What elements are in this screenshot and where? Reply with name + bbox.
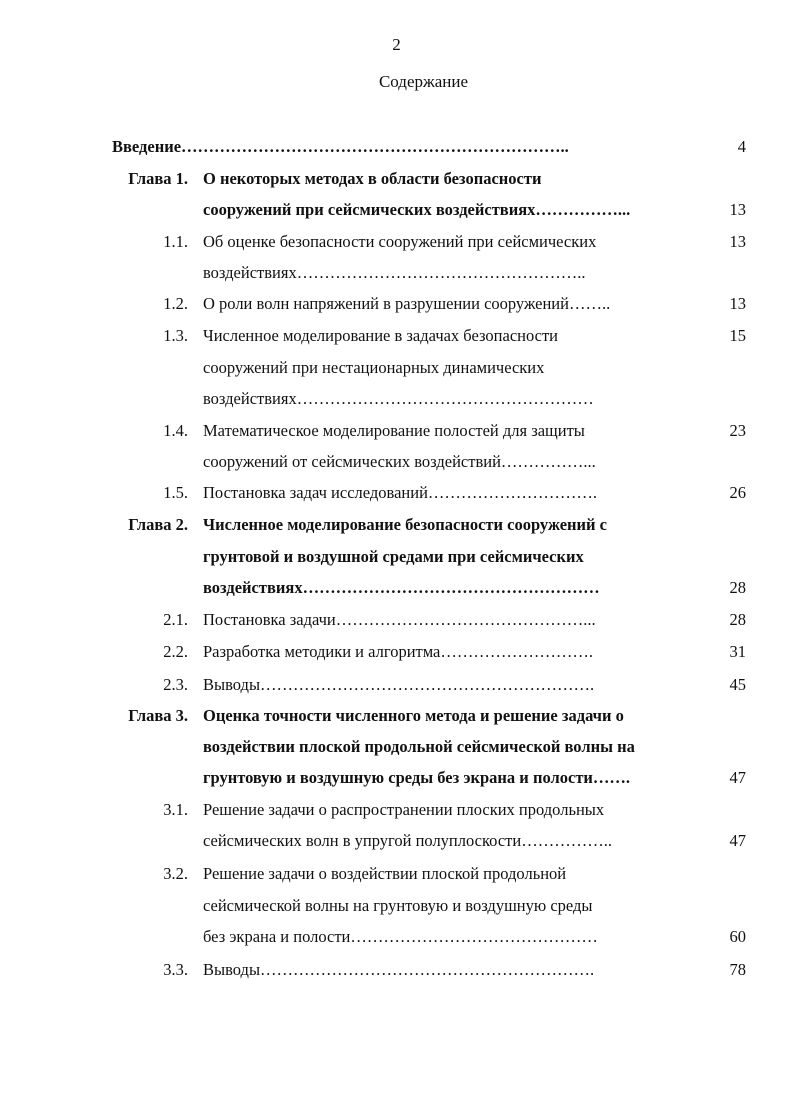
toc-entry-3-1-line1: Решение задачи о распространении плоских продольных [203,800,605,819]
toc-entry-1-3-line1: Численное моделирование в задачах безопасности [203,326,559,345]
page-number: 2 [392,35,401,54]
toc-entry-3-3-line1: Выводы……………………………………………………. [203,960,595,979]
toc-entry-3-2-line1: Решение задачи о воздействии плоской продольной [203,864,567,883]
toc-entry-1-3-line2: сооружений при нестационарных динамических [203,358,545,377]
toc-page-ch3: 47 [729,768,746,787]
toc-entry-ch3-line2: воздействии плоской продольной сейсмической волны на [203,737,635,756]
toc-page-3-3: 78 [729,960,746,979]
toc-entry-1-5-line1: Постановка задач исследований…………………………. [203,483,598,502]
toc-entry-intro: Введение…………………………………………………………….. [112,137,569,156]
toc-entry-ch3-line1: Оценка точности численного метода и решение задачи о [203,706,624,725]
toc-page-1-3: 15 [729,326,746,345]
toc-label-3-3: 3.3. [163,960,188,979]
toc-page-ch2: 28 [729,578,746,597]
toc-entry-3-1-line2: сейсмических волн в упругой полуплоскости…………….. [203,831,612,850]
toc-label-ch2: Глава 2. [128,515,188,534]
toc-label-3-1: 3.1. [163,800,188,819]
toc-label-ch3: Глава 3. [128,706,188,725]
toc-label-1-1: 1.1. [163,232,188,251]
toc-page-3-2: 60 [729,927,746,946]
toc-page-intro: 4 [737,137,746,156]
toc-entry-1-4-line2: сооружений от сейсмических воздействий……………... [203,452,596,471]
toc-page-1-1: 13 [729,232,746,251]
toc-entry-1-1-line2: воздействиях…………………………………………….. [203,263,586,282]
toc-entry-1-1-line1: Об оценке безопасности сооружений при сейсмических [203,232,597,251]
toc-page-2-2: 31 [729,642,746,661]
toc-label-2-2: 2.2. [163,642,188,661]
toc-page-3-1: 47 [729,831,746,850]
toc-label-2-3: 2.3. [163,675,188,694]
toc-page-1-4: 23 [729,421,746,440]
toc-entry-3-2-line3: без экрана и полости……………………………………… [203,927,598,946]
toc-entry-2-2-line1: Разработка методики и алгоритма………………………. [203,642,594,661]
toc-label-1-3: 1.3. [163,326,188,345]
toc-page-ch1: 13 [729,200,746,219]
toc-label-1-4: 1.4. [163,421,188,440]
toc-page-1-5: 26 [729,483,746,502]
toc-entry-2-1-line1: Постановка задачи………………………………………... [203,610,596,629]
toc-label-1-2: 1.2. [163,294,188,313]
toc-label-1-5: 1.5. [163,483,188,502]
toc-entry-1-2-line1: О роли волн напряжений в разрушении сооружений…….. [203,294,611,313]
toc-entry-3-2-line2: сейсмической волны на грунтовую и воздушную среды [203,896,593,915]
toc-entry-ch1-line1: О некоторых методах в области безопасности [203,169,542,188]
toc-entry-ch2-line2: грунтовой и воздушной средами при сейсмических [203,547,584,566]
toc-page-2-3: 45 [729,675,746,694]
toc-label-3-2: 3.2. [163,864,188,883]
toc-entry-1-3-line3: воздействиях……………………………………………… [203,389,594,408]
toc-entry-ch1-line2: сооружений при сейсмических воздействиях……………... [203,200,631,219]
toc-entry-ch3-line3: грунтовую и воздушную среды без экрана и полости……. [203,768,631,787]
toc-page-2-1: 28 [729,610,746,629]
toc-entry-2-3-line1: Выводы……………………………………………………. [203,675,595,694]
toc-label-2-1: 2.1. [163,610,188,629]
page-title: Содержание [378,72,469,91]
toc-entry-1-4-line1: Математическое моделирование полостей для защиты [203,421,585,440]
toc-entry-ch2-line1: Численное моделирование безопасности сооружений с [203,515,607,534]
toc-entry-ch2-line3: воздействиях……………………………………………… [203,578,600,597]
toc-page-1-2: 13 [729,294,746,313]
toc-label-ch1: Глава 1. [128,169,188,188]
